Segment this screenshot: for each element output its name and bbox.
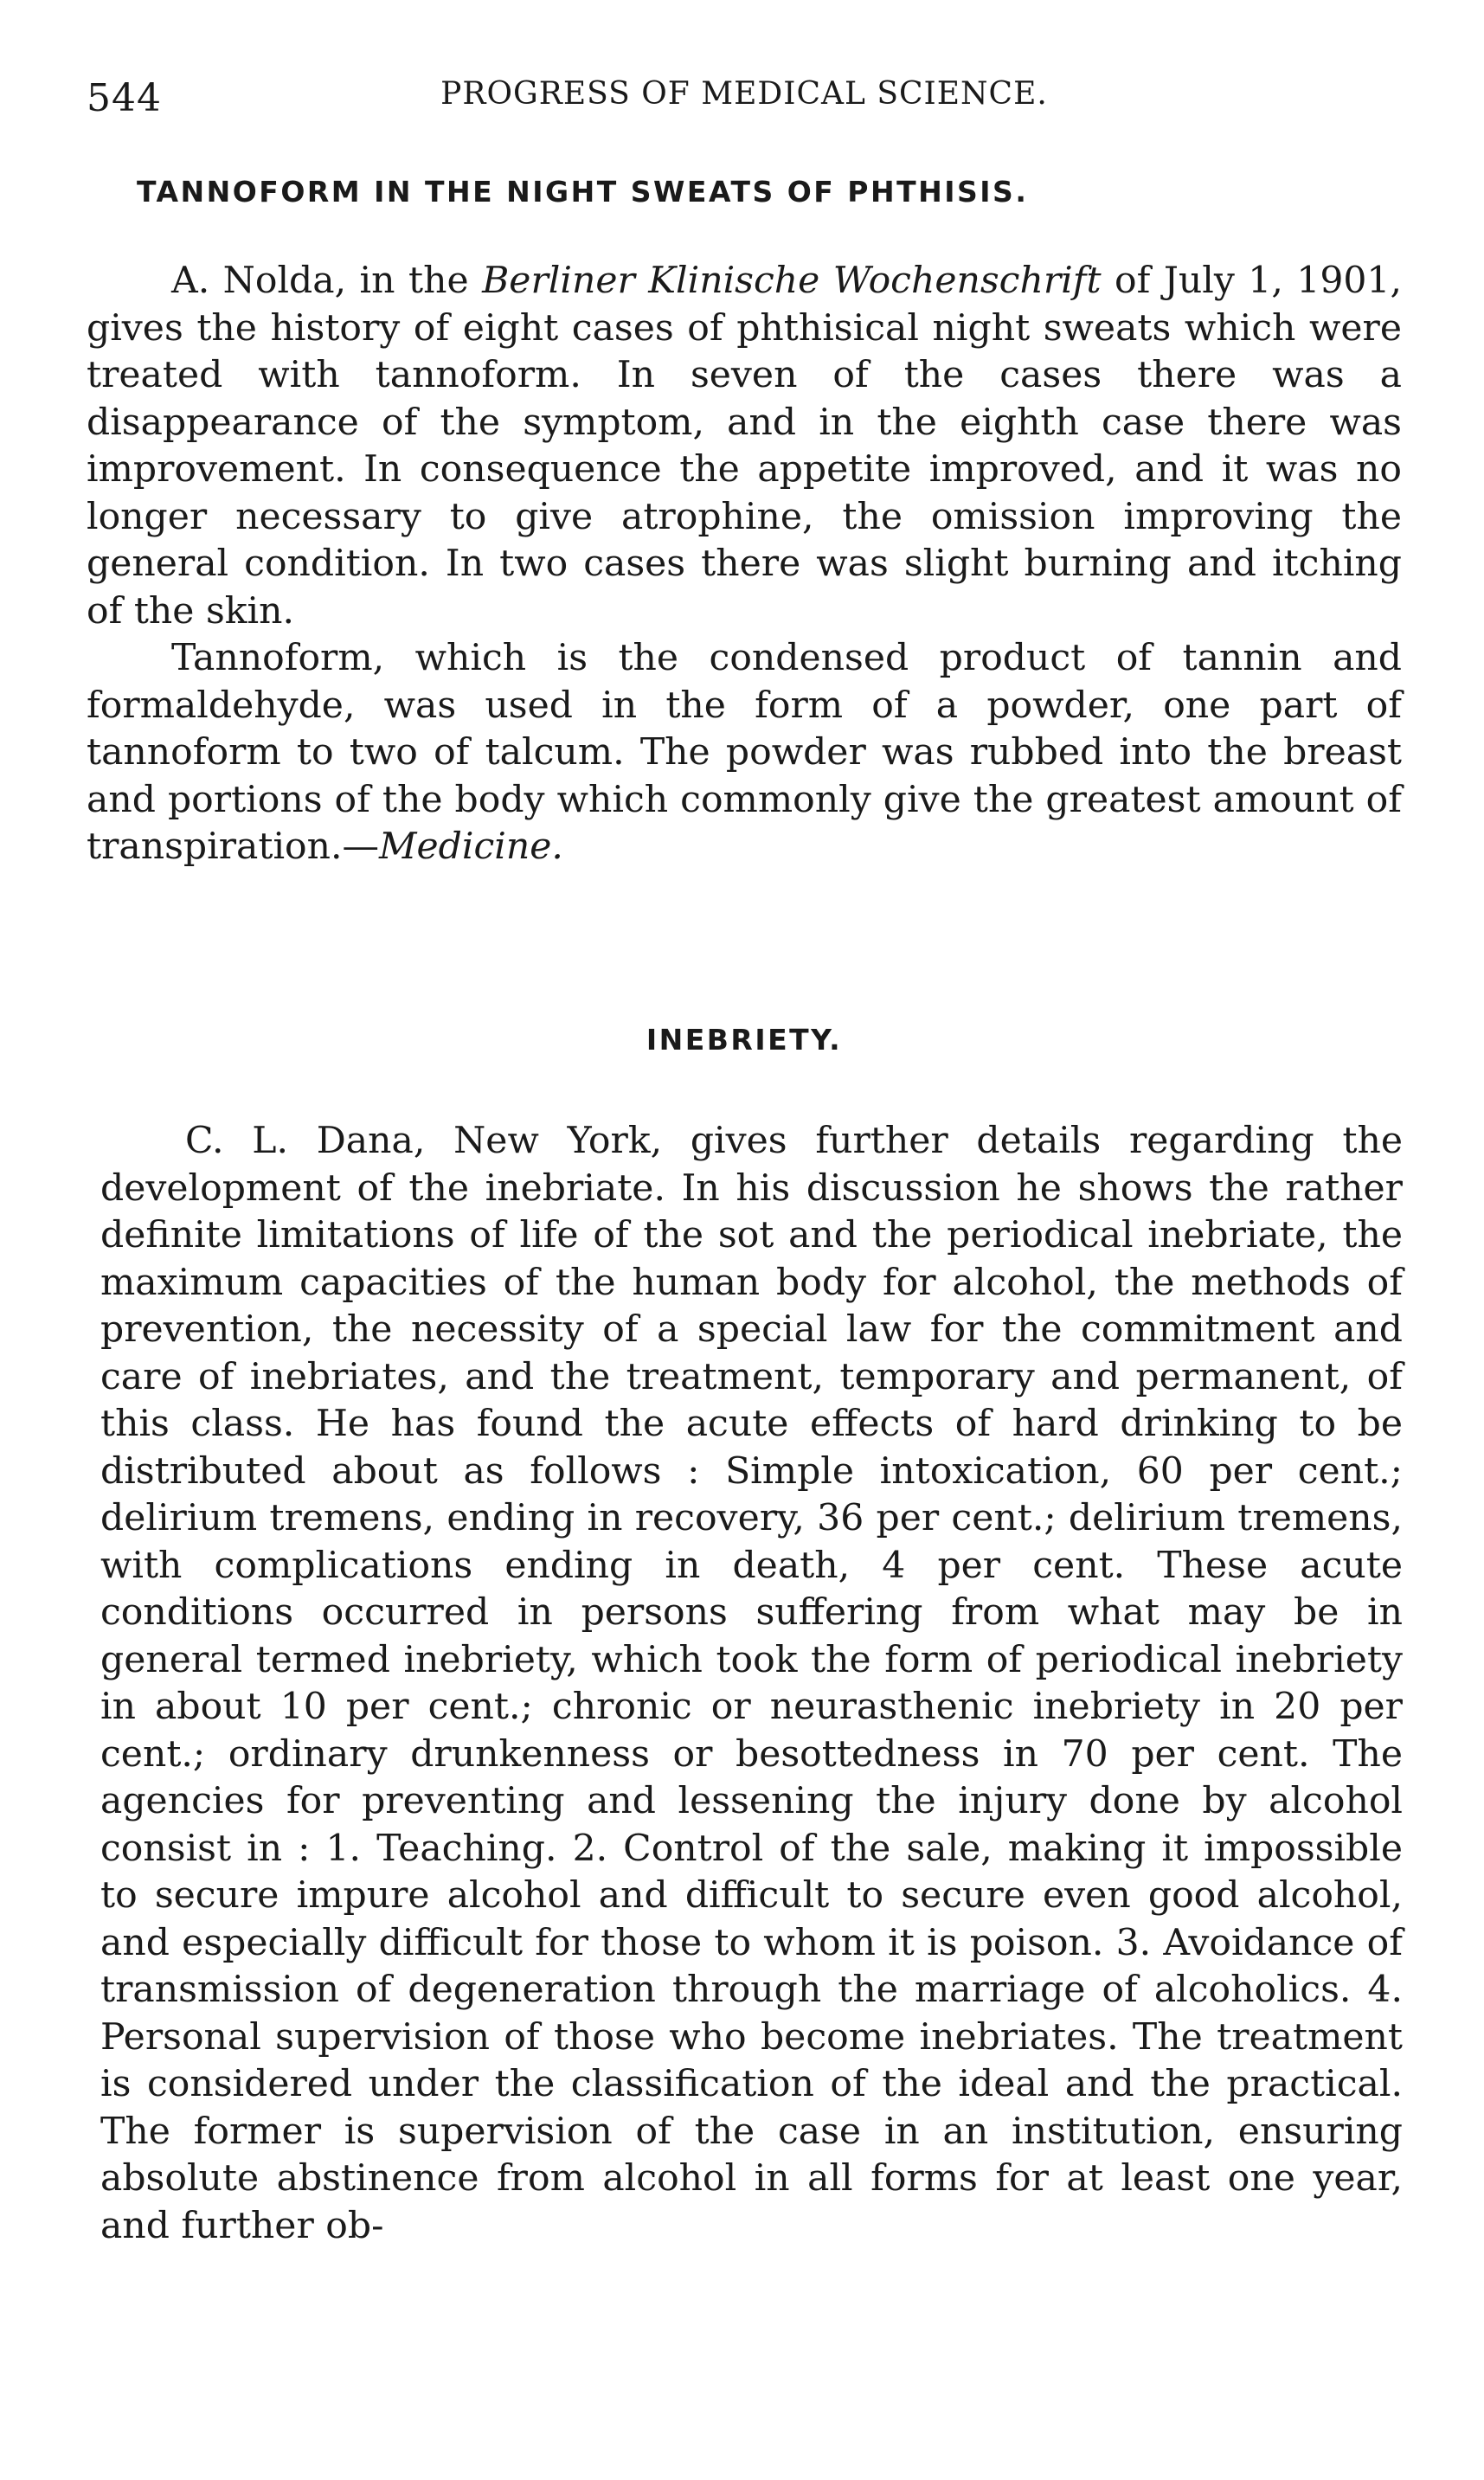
- paragraph-text: Tannoform, which is the condensed product of tannin and formaldehyde, was used in the form of a powder, one part of tannoform to two of talcum. The powder was rubbed into the breast and portions of the body which commonly give the greatest amount of transpiration.—: [87, 637, 1402, 868]
- article-inebriety: [100, 1118, 1403, 2250]
- journal-name: Berliner Klinische Wochenschrift: [482, 260, 1102, 302]
- article-paragraph: [87, 635, 1402, 871]
- source-citation: Medicine.: [379, 826, 563, 868]
- article-paragraph: [87, 258, 1402, 635]
- article-heading-tannoform: TANNOFORM IN THE NIGHT SWEATS OF PHTHISIS.: [137, 175, 1029, 209]
- running-title: PROGRESS OF MEDICAL SCIENCE.: [440, 76, 1048, 112]
- paragraph-lead: A. Nolda, in the: [171, 260, 483, 302]
- book-page: [87, 61, 1403, 2247]
- paragraph-text: of July 1, 1901, gives the history of eight cases of phthisical night sweats which were treated with tannoform. In seven of the cases there was a disappearance of the symptom, and in the eighth case there was improvement. In consequence the appetite improved, and it was no longer necessary to give atrophine, the omission improving the general condition. In two cases there was slight burning and itching of the skin.: [87, 260, 1402, 633]
- running-head: [87, 61, 1402, 121]
- page-number: 544: [87, 76, 162, 120]
- article-tannoform: [87, 258, 1402, 871]
- article-heading-inebriety: INEBRIETY.: [646, 1023, 843, 1057]
- article-paragraph: C. L. Dana, New York, gives further details regarding the development of the inebriate. In his discussion he shows the rather definite limitations of life of the sot and the periodical inebriate, the maximum capacities of the human body for alcohol, the methods of prevention, the necessity of a special law for the commitment and care of inebriates, and the treatment, temporary and permanent, of this class. He has found the acute effects of hard drinking to be distributed about as follows : Simple intoxication, 60 per cent.; delirium tremens, ending in recovery, 36 per cent.; delirium tremens, with complications ending in death, 4 per cent. These acute conditions occurred in persons suffering from what may be in general termed inebriety, which took the form of periodical inebriety in about 10 per cent.; chronic or neurasthenic inebriety in 20 per cent.; ordinary drunkenness or besottedness in 70 per cent. The agencies for preventing and lessening the injury done by alcohol consist in : 1. Teaching. 2. Control of the sale, making it impossible to secure impure alcohol and difficult to secure even good alcohol, and especially difficult for those to whom it is poison. 3. Avoidance of transmission of degeneration through the marriage of alcoholics. 4. Personal supervision of those who become inebriates. The treatment is considered under the classification of the ideal and the practical. The former is supervision of the case in an institution, ensuring absolute abstinence from alcohol in all forms for at least one year, and further ob-: [100, 1120, 1403, 2247]
